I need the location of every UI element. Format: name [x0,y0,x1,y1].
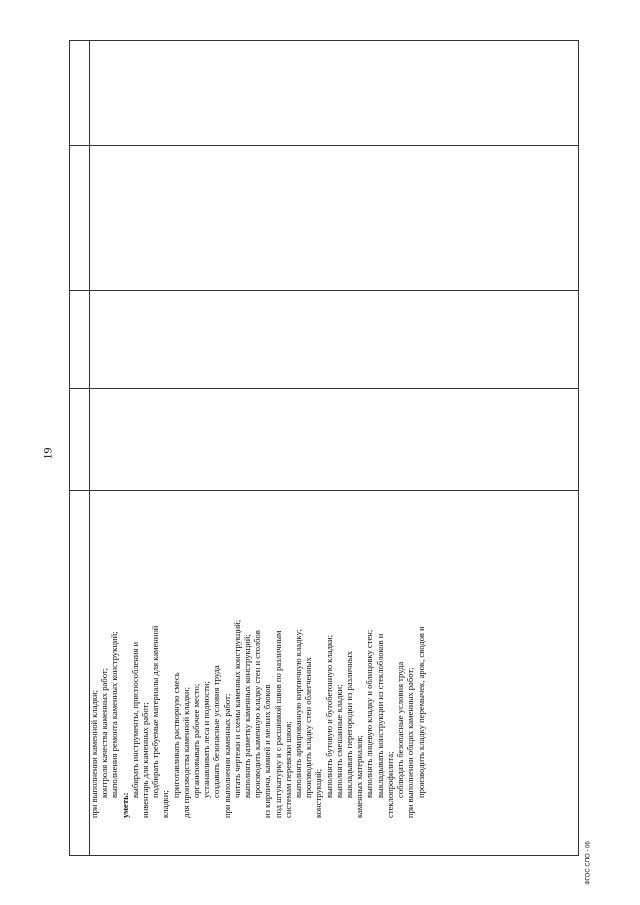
text-line: устанавливать леса и подмости; [201,681,212,798]
text-line: системам перевязки швов; [282,721,293,818]
text-line: каменных материалов; [354,735,365,818]
text-line: контроля качества каменных работ; [99,667,110,798]
text-line: выполнять бутовую и бутобетонную кладки; [323,634,334,798]
text-line: инвентарь для каменных работ; [140,702,151,818]
text-line: организовывать рабочее место; [191,683,202,798]
text-line: приготавливать растворную смесь [170,672,181,798]
competency-list [89,488,569,818]
text-line: выполнять армированную кирпичную кладку; [293,628,304,798]
text-line: выкладывать перегородки из различных [344,651,355,798]
text-line: конструкций; [313,768,324,818]
text-line: для производства каменной кладки; [180,686,191,818]
text-line: соблюдать безопасные условия труда [395,661,406,798]
table-rule [70,145,578,146]
page-number: 19 [40,447,55,459]
text-line: стеклопрофилита; [384,751,395,818]
text-line: производить каменную кладку стен и столбов [252,630,263,798]
text-line: выполнять лицевую кладку и облицовку стен; [364,629,375,798]
text-line: производить кладку перемычек, арок, сводов и [415,626,426,798]
text-line: подбирать требуемые материалы для каменной [150,625,161,798]
text-line: читать чертежи и схемы каменных конструкций; [231,619,242,798]
text-line: выполнения ремонта каменных конструкций; [109,631,120,798]
table-rule [70,388,578,389]
text-line: производить кладку стен облегченных [303,657,314,798]
text-line: кладки; [160,790,171,818]
text-line: из кирпича, камней и мелких блоков [262,684,273,818]
text-line: создавать безопасные условия труда [211,665,222,798]
text-line: при выполнении каменной кладки; [89,689,99,818]
text-line: уметь: [119,792,130,818]
table-rule [70,290,578,291]
text-line: выполнять смешанные кладки; [333,684,344,798]
text-line: выполнять разметку каменных конструкций; [242,634,253,798]
text-line: под штукатурку и с расшивкой швов по различным [272,630,283,818]
footer-code: ФГОС СПО - 06 [586,841,592,885]
text-line: выкладывать конструкции из стеклоблоков и [374,633,385,798]
text-line: при выполнении общих каменных работ; [405,667,416,818]
text-line: выбирать инструменты, приспособления и [129,641,140,798]
text-line: при выполнении каменных работ; [221,693,232,818]
